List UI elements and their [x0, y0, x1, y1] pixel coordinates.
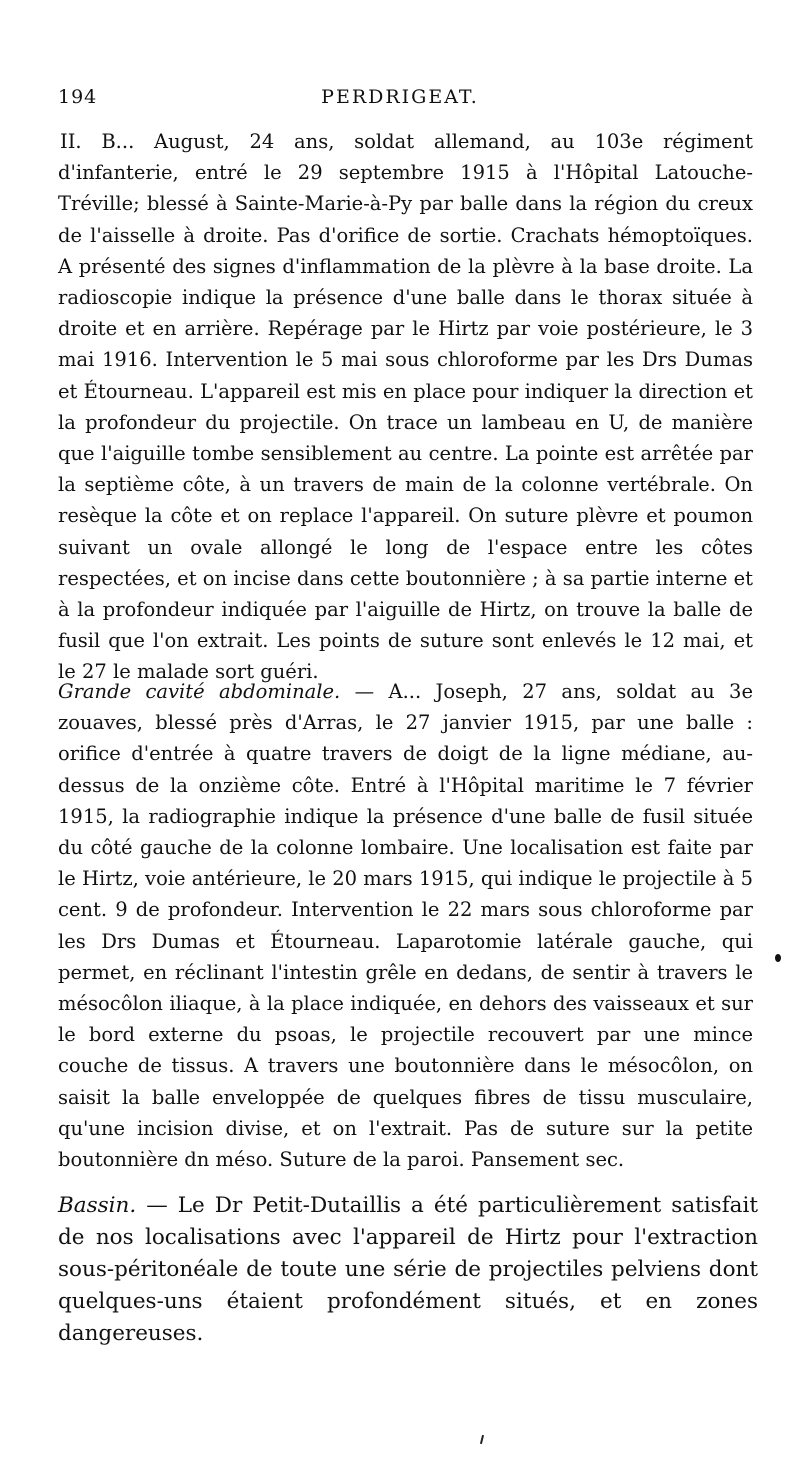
- running-head: PERDRIGEAT.: [321, 86, 479, 108]
- paragraph-body: — A... Joseph, 27 ans, soldat au 3e zouaves, blessé près d'Arras, le 27 janvier 1915, par une balle : orifice d'entrée à quatre travers de doigt de la ligne médiane, au-dessus de la onzième côte. Entré à l'Hôpital maritime le 7 février 1915, la radiographie indique la présence d'une balle de fusil située du côté gauche de la colonne lombaire. Une localisation est faite par le Hirtz, voie antérieure, le 20 mars 1915, qui indique le projectile à 5 cent. 9 de profondeur. Intervention le 22 mars sous chloroforme par les Drs Dumas et Étourneau. Laparotomie latérale gauche, qui permet, en réclinant l'intestin grêle en dedans, de sentir à travers le mésocôlon iliaque, à la place indiquée, en dehors des vaisseaux et sur le bord externe du psoas, le projectile recouvert par une mince couche de tissus. A travers une boutonnière dans le mésocôlon, on saisit la balle enveloppée de quelques fibres de tissu musculaire, qu'une incision divise, et on l'extrait. Pas de suture sur la petite boutonnière dn méso. Suture de la paroi. Pansement sec.: [58, 680, 753, 1172]
- case-paragraph-pelvis: [58, 1190, 758, 1350]
- margin-dot-mark: [775, 954, 781, 962]
- section-lead-pelvis: Bassin.: [58, 1193, 137, 1218]
- paragraph-body: II. B... August, 24 ans, soldat allemand, au 103e régiment d'infanterie, entré le 29 septembre 1915 à l'Hôpital Latouche-Tréville; blessé à Sainte-Marie-à-Py par balle dans la région du creux de l'aisselle à droite. Pas d'orifice de sortie. Crachats hémoptoïques. A présenté des signes d'inflammation de la plèvre à la base droite. La radioscopie indique la présence d'une balle dans le thorax située à droite et en arrière. Repérage par le Hirtz par voie postérieure, le 3 mai 1916. Intervention le 5 mai sous chloroforme par les Drs Dumas et Étourneau. L'appareil est mis en place pour indiquer la direction et la profondeur du projectile. On trace un lambeau en U, de manière que l'aiguille tombe sensiblement au centre. La pointe est arrêtée par la septième côte, à un travers de main de la colonne vertébrale. On resèque la côte et on replace l'appareil. On suture plèvre et poumon suivant un ovale allongé le long de l'espace entre les côtes respectées, et on incise dans cette boutonnière ; à sa partie interne et à la profondeur indiquée par l'aiguille de Hirtz, on trouve la balle de fusil que l'on extrait. Les points de suture sont enlevés le 12 mai, et le 27 le malade sort guéri.: [58, 130, 753, 684]
- page-number: 194: [58, 86, 98, 108]
- paragraph-body: — Le Dr Petit-Dutaillis a été particulièrement satisfait de nos localisations avec l'appareil de Hirtz pour l'extraction sous-péritonéale de toute une série de projectiles pelviens dont quelques-uns étaient profondément situés, et en zones dangereuses.: [58, 1193, 758, 1346]
- case-paragraph-abdomen: [58, 676, 753, 1175]
- case-paragraph-thorax: [58, 126, 753, 688]
- stray-ink-mark: [480, 1435, 484, 1444]
- section-lead-abdomen: Grande cavité abdominale.: [58, 680, 341, 703]
- page-header: [58, 86, 742, 116]
